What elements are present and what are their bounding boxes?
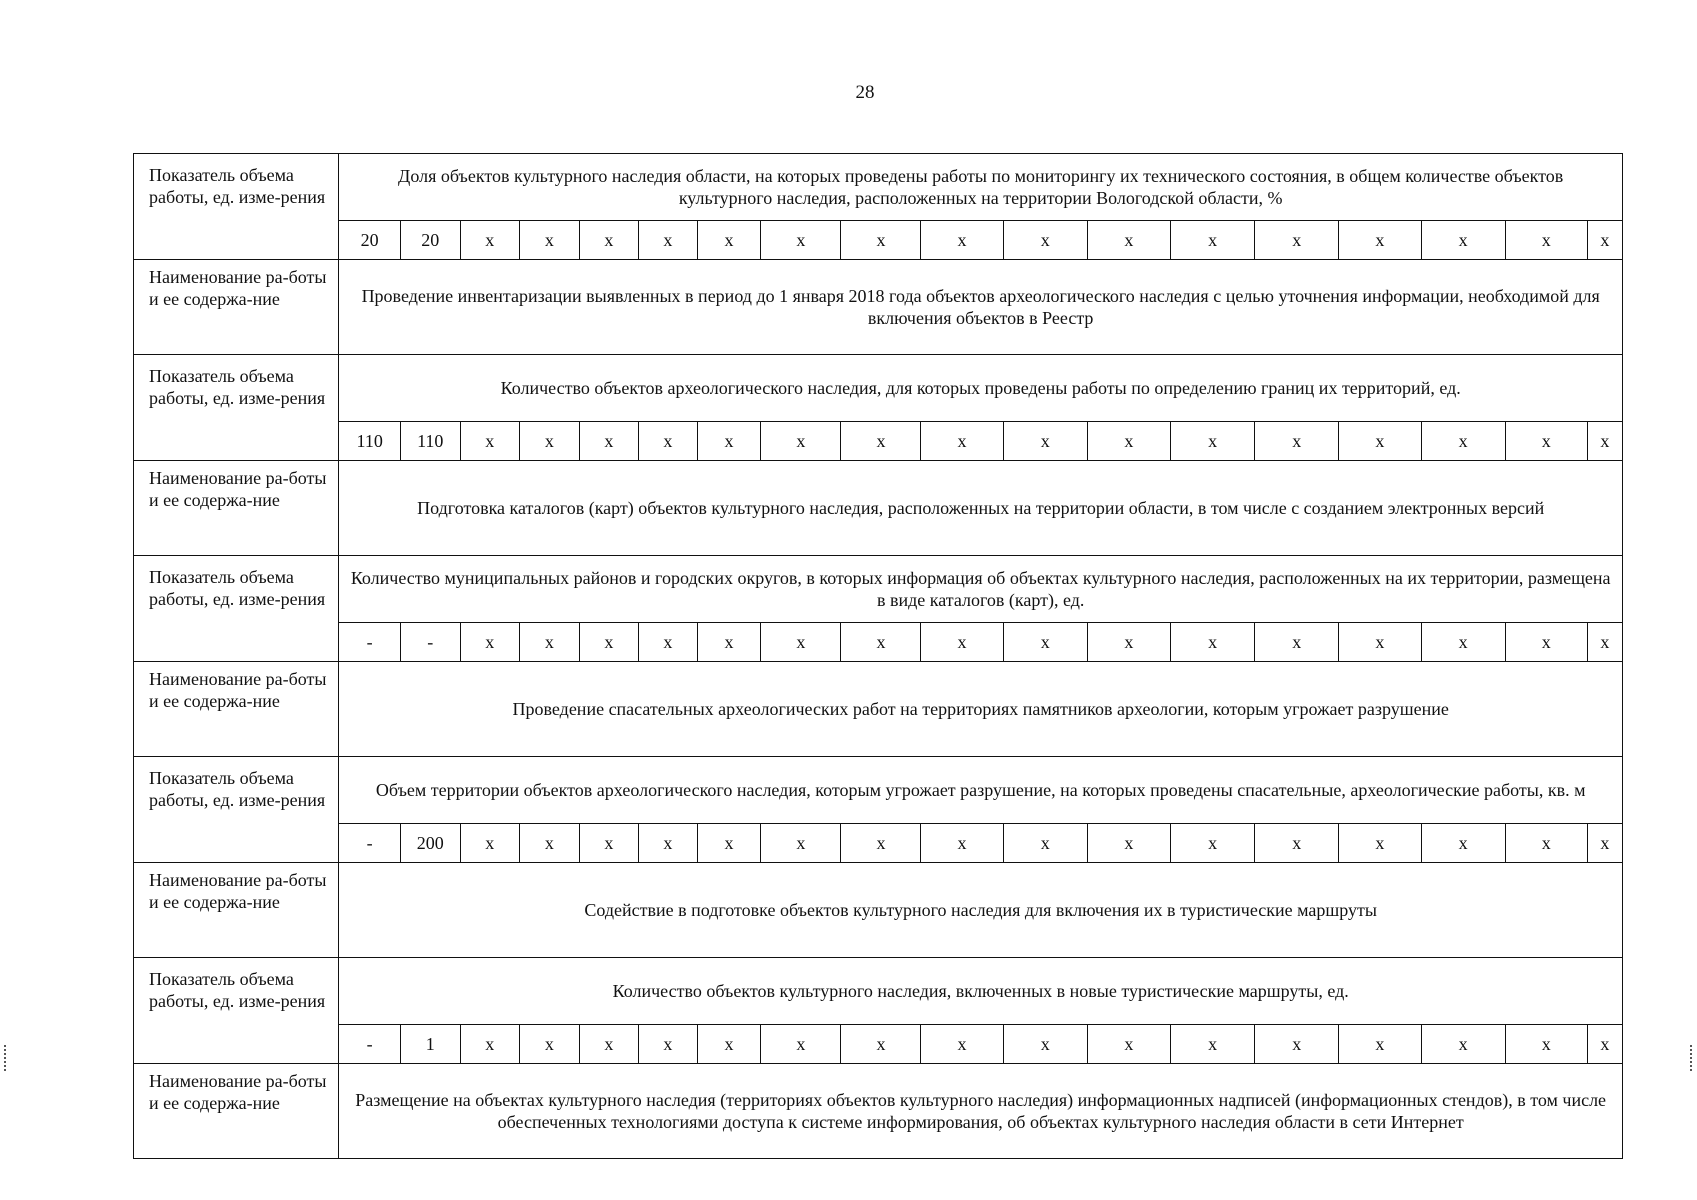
value-cell: х [1587,623,1622,662]
value-cell: х [1003,623,1087,662]
value-cell: х [1421,824,1505,863]
value-cell: х [921,623,1003,662]
value-cell: х [1505,824,1587,863]
indicator-text: Доля объектов культурного наследия области, на которых проведены работы по мониторингу их технического состояния, в общем количестве объектов культурного наследия, расположенных на территории Вологодской области, % [339,154,1623,221]
value-cell: х [1339,1025,1421,1064]
work-name-text: Проведение инвентаризации выявленных в период до 1 января 2018 года объектов археологического наследия с целью уточнения информации, необходимой для включения объектов в Реестр [339,260,1623,355]
value-cell: х [841,623,921,662]
value-cell: х [1170,422,1254,461]
work-name-row [134,260,1623,355]
value-cell: х [639,221,698,260]
work-name-label: Наименование ра-боты и ее содержа-ние [134,1064,339,1159]
value-cell: х [1587,221,1622,260]
value-cell: х [697,824,761,863]
value-cell: х [761,824,841,863]
value-cell: х [1170,824,1254,863]
value-cell: х [1087,422,1170,461]
value-cell: х [579,824,639,863]
value-cell: х [1087,221,1170,260]
value-cell: х [1587,422,1622,461]
indicator-text: Количество муниципальных районов и городских округов, в которых информация об объектах культурного наследия, расположенных на их территории, размещена в виде каталогов (карт), ед. [339,556,1623,623]
work-name-row [134,1064,1623,1159]
value-cell: х [1505,422,1587,461]
value-cell: х [761,221,841,260]
indicator-values-row [134,623,1623,662]
value-cell: - [339,824,401,863]
work-name-text: Размещение на объектах культурного наследия (территориях объектов культурного наследия) информационных надписей (информационных стендов), в том числе обеспеченных технологиями доступа к системе информирования, об объектах культурного наследия области в сети Интернет [339,1064,1623,1159]
value-cell: 110 [339,422,401,461]
value-cell: х [639,623,698,662]
indicator-values-row [134,422,1623,461]
value-cell: х [1170,221,1254,260]
value-cell: х [1505,221,1587,260]
value-cell: х [841,221,921,260]
value-cell: х [639,1025,698,1064]
value-cell: х [520,221,580,260]
value-cell: х [1087,824,1170,863]
value-cell: 1 [400,1025,460,1064]
value-cell: х [460,422,520,461]
work-name-text: Проведение спасательных археологических работ на территориях памятников археологии, которым угрожает разрушение [339,662,1623,757]
value-cell: х [921,824,1003,863]
value-cell: х [841,1025,921,1064]
work-name-row [134,662,1623,757]
value-cell: х [639,422,698,461]
value-cell: 20 [400,221,460,260]
value-cell: х [1421,623,1505,662]
indicator-text: Объем территории объектов археологического наследия, которым угрожает разрушение, на которых проведены спасательные, археологические работы, кв. м [339,757,1623,824]
indicator-row [134,757,1623,824]
indicator-text: Количество объектов археологического наследия, для которых проведены работы по определению границ их территорий, ед. [339,355,1623,422]
indicator-row [134,154,1623,221]
works-table [133,153,1623,1159]
value-cell: х [1087,1025,1170,1064]
value-cell: х [639,824,698,863]
value-cell: х [1003,422,1087,461]
indicator-values-row [134,824,1623,863]
indicator-values-row [134,1025,1623,1064]
left-margin-mark [4,1045,8,1071]
value-cell: х [697,1025,761,1064]
value-cell: 20 [339,221,401,260]
value-cell: - [339,623,401,662]
value-cell: х [1421,422,1505,461]
right-margin-mark [1690,1045,1694,1071]
value-cell: х [520,623,580,662]
value-cell: х [841,422,921,461]
indicator-row [134,958,1623,1025]
work-name-row [134,863,1623,958]
value-cell: х [1255,623,1339,662]
indicator-label: Показатель объема работы, ед. изме-рения [134,757,339,863]
work-name-row [134,461,1623,556]
value-cell: х [1339,623,1421,662]
value-cell: х [460,1025,520,1064]
value-cell: х [697,623,761,662]
value-cell: х [579,221,639,260]
value-cell: х [1087,623,1170,662]
value-cell: х [1255,221,1339,260]
value-cell: х [761,422,841,461]
value-cell: х [460,623,520,662]
value-cell: х [761,623,841,662]
value-cell: х [579,422,639,461]
value-cell: х [1587,1025,1622,1064]
value-cell: х [1587,824,1622,863]
value-cell: х [1255,422,1339,461]
indicator-label: Показатель объема работы, ед. изме-рения [134,556,339,662]
indicator-values-row [134,221,1623,260]
value-cell: х [1339,221,1421,260]
work-name-text: Содействие в подготовке объектов культурного наследия для включения их в туристические маршруты [339,863,1623,958]
value-cell: х [1505,623,1587,662]
work-name-label: Наименование ра-боты и ее содержа-ние [134,461,339,556]
value-cell: х [697,221,761,260]
page-number: 28 [855,82,875,103]
value-cell: 200 [400,824,460,863]
value-cell: х [921,221,1003,260]
value-cell: х [579,623,639,662]
work-name-label: Наименование ра-боты и ее содержа-ние [134,863,339,958]
value-cell: - [339,1025,401,1064]
indicator-row [134,355,1623,422]
value-cell: - [400,623,460,662]
value-cell: х [1003,221,1087,260]
value-cell: х [1255,824,1339,863]
value-cell: х [1505,1025,1587,1064]
value-cell: х [520,1025,580,1064]
value-cell: х [520,824,580,863]
value-cell: х [1170,1025,1254,1064]
indicator-label: Показатель объема работы, ед. изме-рения [134,958,339,1064]
value-cell: х [921,422,1003,461]
work-name-text: Подготовка каталогов (карт) объектов культурного наследия, расположенных на территории области, в том числе с созданием электронных версий [339,461,1623,556]
indicator-label: Показатель объема работы, ед. изме-рения [134,154,339,260]
value-cell: х [1255,1025,1339,1064]
value-cell: х [1003,824,1087,863]
value-cell: х [1003,1025,1087,1064]
value-cell: х [761,1025,841,1064]
value-cell: х [460,824,520,863]
value-cell: х [1421,1025,1505,1064]
value-cell: х [579,1025,639,1064]
work-name-label: Наименование ра-боты и ее содержа-ние [134,260,339,355]
value-cell: х [1170,623,1254,662]
indicator-text: Количество объектов культурного наследия, включенных в новые туристические маршруты, ед. [339,958,1623,1025]
value-cell: х [460,221,520,260]
value-cell: 110 [400,422,460,461]
indicator-row [134,556,1623,623]
work-name-label: Наименование ра-боты и ее содержа-ние [134,662,339,757]
indicator-label: Показатель объема работы, ед. изме-рения [134,355,339,461]
value-cell: х [1339,824,1421,863]
value-cell: х [841,824,921,863]
value-cell: х [520,422,580,461]
value-cell: х [697,422,761,461]
value-cell: х [921,1025,1003,1064]
value-cell: х [1421,221,1505,260]
value-cell: х [1339,422,1421,461]
